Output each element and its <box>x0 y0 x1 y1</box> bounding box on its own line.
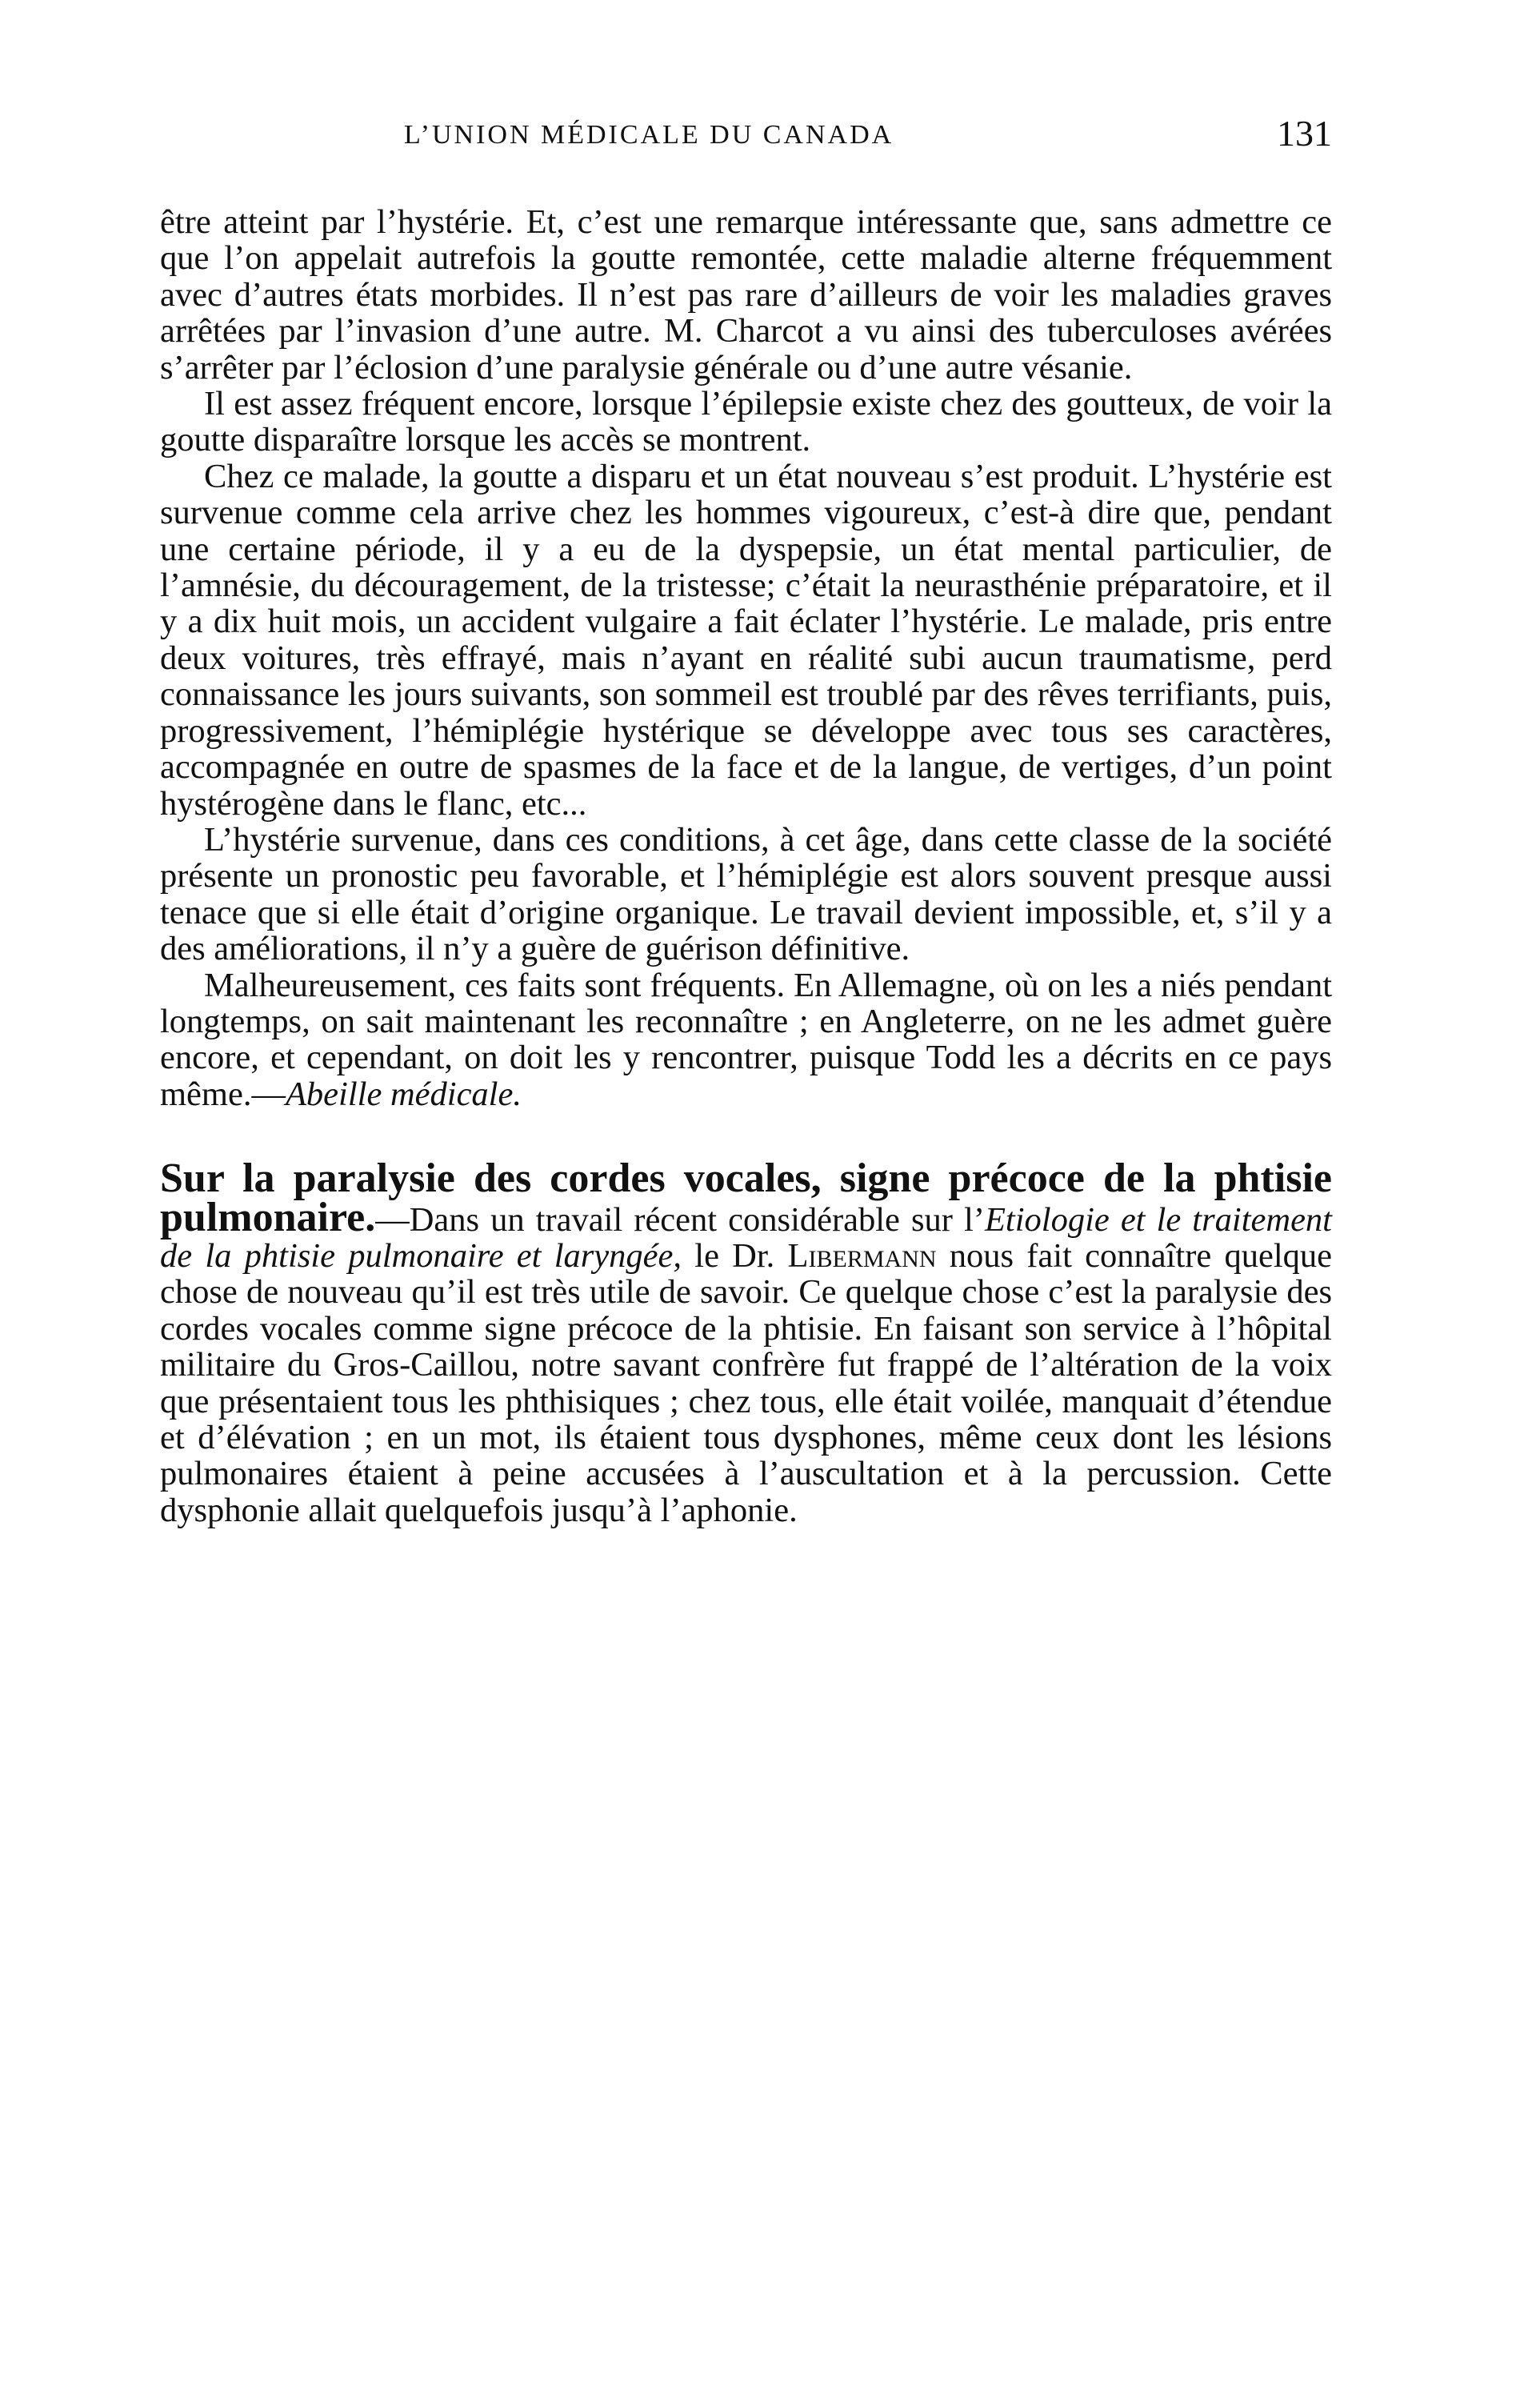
article-lead-2: le Dr. <box>682 1236 788 1275</box>
article-body: nous fait connaître quelque chose de nouveau qu’il est très utile de savoir. Ce quelque chose c’est la paralysie des cordes vocales comme signe précoce de la phtisie. En faisant son service à l’hôpital militaire du Gros-Caillou, notre savant confrère fut frappé de l’altération de la voix que présentaient tous les phthisiques ; chez tous, elle était voilée, manquait d’étendue et d’élévation ; en un mot, ils étaient tous dysphones, même ceux dont les lésions pulmonaires étaient à peine accusées à l’auscultation et à la percussion. Cette dysphonie allait quelquefois jusqu’à l’aphonie. <box>160 1236 1332 1529</box>
body-text <box>160 204 1332 1528</box>
paragraph: Il est assez fréquent encore, lorsque l’épilepsie existe chez des goutteux, de voir la goutte disparaître lorsque les accès se montrent. <box>160 385 1332 459</box>
page-number: 131 <box>1277 113 1332 154</box>
paragraph <box>160 967 1332 1113</box>
article-title: Sur la paralysie des cordes vocales, signe précoce de la phtisie pulmonaire. <box>160 1155 1332 1240</box>
author-name: Libermann <box>787 1236 937 1275</box>
article-section <box>160 1155 1332 1529</box>
cited-work-title: Etiologie et le traitement de la phtisie pulmonaire et laryngée, <box>160 1200 1332 1275</box>
paragraph: L’hystérie survenue, dans ces conditions, à cet âge, dans cette classe de la société présente un pronostic peu favorable, et l’hémiplégie est alors souvent presque aussi tenace que si elle était d’origine organique. Le travail devient impossible, et, s’il y a des améliorations, il n’y a guère de guérison définitive. <box>160 820 1332 968</box>
article-paragraph <box>160 1155 1332 1529</box>
paragraph: être atteint par l’hystérie. Et, c’est une remarque intéressante que, sans admettre ce que l’on appelait autrefois la goutte remontée, cette maladie alterne fréquemment avec d’autres états morbides. Il n’est pas rare d’ailleurs de voir les maladies graves arrêtées par l’invasion d’une autre. M. Charcot a vu ainsi des tuberculoses avérées s’arrêter par l’éclosion d’une paralysie générale ou d’une autre vésanie. <box>160 203 1332 386</box>
paragraph-text: Malheureusement, ces faits sont fréquents. En Allemagne, où on les a niés pendant longtemps, on sait maintenant les reconnaître ; en Angleterre, on ne les admet guère encore, et cependant, on doit les y rencontrer, puisque Todd les a décrits en ce pays même.— <box>160 966 1332 1113</box>
source-citation: Abeille médicale. <box>285 1075 522 1113</box>
page-header <box>164 112 1332 168</box>
article-lead: —Dans un travail récent considérable sur l’ <box>375 1200 985 1239</box>
running-title: L’UNION MÉDICALE DU CANADA <box>404 120 894 150</box>
paragraph: Chez ce malade, la goutte a disparu et un état nouveau s’est produit. L’hystérie est survenue comme cela arrive chez les hommes vigoureux, c’est-à dire que, pendant une certaine période, il y a eu de la dyspepsie, un état mental particulier, de l’amnésie, du découragement, de la tristesse; c’était la neurasthénie préparatoire, et il y a dix huit mois, un accident vulgaire a fait éclater l’hystérie. Le malade, pris entre deux voitures, très effrayé, mais n’ayant en réalité subi aucun traumatisme, perd connaissance les jours suivants, son sommeil est troublé par des rêves terrifiants, puis, progressivement, l’hémiplégie hystérique se développe avec tous ses caractères, accompagnée en outre de spasmes de la face et de la langue, de vertiges, d’un point hystérogène dans le flanc, etc... <box>160 457 1332 823</box>
